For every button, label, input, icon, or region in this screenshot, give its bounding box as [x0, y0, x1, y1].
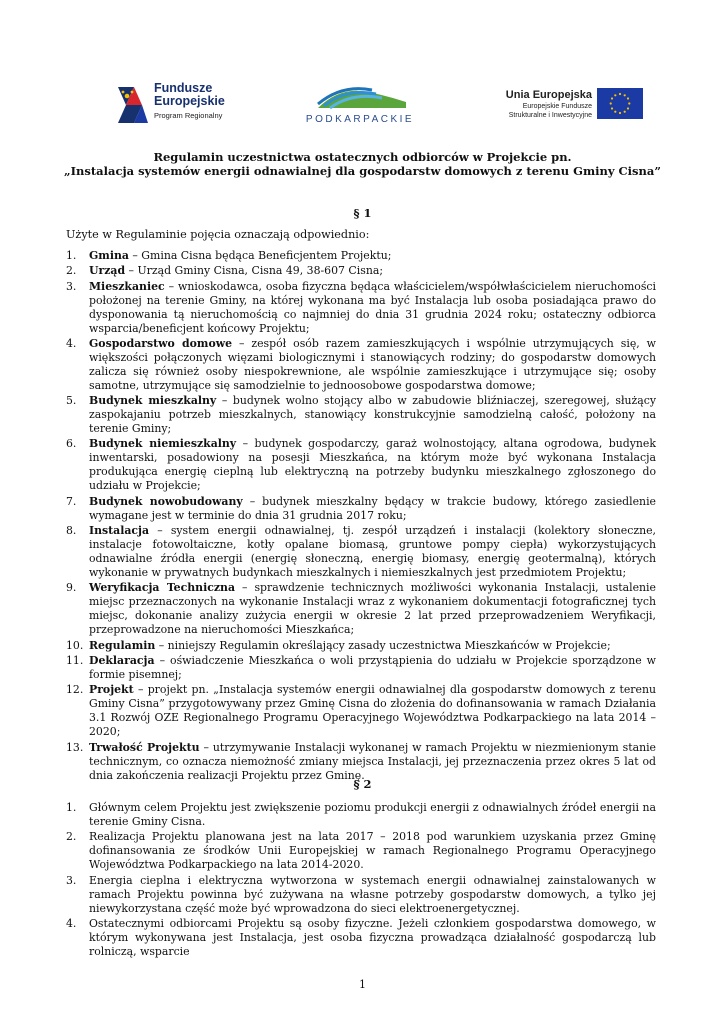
list-item-number: 10.	[66, 638, 84, 652]
list-item	[66, 337, 656, 393]
list-item-text: – projekt pn. „Instalacja systemów energii odnawialnej dla gospodarstw domowych z terenu Gminy Cisna” przygotowywany przez Gminę Cisna do złożenia do dofinansowania w ramach Działania 3.1 Rozwój OZE Regionalnego Programu Operacyjnego Województwa Podkarpackiego na lata 2014 – 2020;	[89, 683, 656, 739]
list-item-text: Energia cieplna i elektryczna wytworzona w systemach energii odnawialnej zainstalowanych w ramach Projektu powinna być zużywana na własne potrzeby gospodarstw domowych, a tylko jej niewykorzystana część może być wprowadzona do sieci elektroenergetycznej.	[89, 873, 656, 915]
list-item-number: 3.	[66, 279, 77, 293]
podkarpackie-hills-icon	[310, 84, 410, 110]
fundusze-europejskie-logo	[118, 80, 238, 126]
document-title	[60, 150, 665, 178]
definition-term: Mieszkaniec	[89, 279, 165, 293]
list-item	[66, 495, 656, 523]
list-item	[66, 874, 656, 916]
unia-europejska-logo	[496, 86, 643, 126]
ue-logo-line3: Strukturalne i Inwestycyjne	[508, 112, 592, 119]
list-item	[66, 917, 656, 959]
document-title-line1: Regulamin uczestnictwa ostatecznych odbiorców w Projekcie pn.	[153, 150, 572, 164]
definition-term: Instalacja	[89, 524, 150, 538]
list-item-text: – sprawdzenie technicznych możliwości wykonania Instalacji, ustalenie miejsc przeznaczonych na wykonanie Instalacji wraz z wykonaniem dokumentacji fotograficznej tych miejsc, dokonanie analizy zużycia energii w okresie 2 lat przed przeprowadzeniem Weryfikacji, przeprowadzone na nieruchomości Mieszkańca;	[89, 581, 656, 637]
list-item-text: – Urząd Gminy Cisna, Cisna 49, 38-607 Cisna;	[125, 264, 384, 278]
definition-term: Budynek nowobudowany	[89, 494, 243, 508]
list-item-text: – budynek mieszkalny będący w trakcie budowy, którego zasiedlenie wymagane jest w terminie do dnia 31 grudnia 2017 roku;	[89, 494, 656, 522]
section-1-intro: Użyte w Regulaminie pojęcia oznaczają odpowiednio:	[66, 228, 370, 241]
section-2-heading: § 2	[353, 777, 372, 791]
eu-flag-icon	[597, 88, 643, 119]
definition-term: Weryfikacja Techniczna	[89, 581, 235, 595]
list-item-text: – Gmina Cisna będąca Beneficjentem Projektu;	[128, 249, 392, 262]
definition-term: Urząd	[89, 264, 126, 278]
list-item-number: 13.	[66, 740, 84, 754]
list-item	[66, 437, 656, 493]
list-item-number: 6.	[66, 437, 77, 451]
header-logos	[118, 80, 643, 130]
list-item	[66, 249, 656, 263]
ue-logo-line1: Unia Europejska	[505, 89, 592, 101]
document-title-line2: „Instalacja systemów energii odnawialnej dla gospodarstw domowych z terenu Gminy Cisna”	[64, 164, 661, 178]
list-item	[66, 639, 656, 653]
list-item	[66, 830, 656, 872]
definition-term: Budynek niemieszkalny	[89, 437, 237, 451]
definition-term: Trwałość Projektu	[89, 740, 200, 754]
list-item	[66, 581, 656, 637]
list-item-text: – zespół osób razem zamieszkujących i wspólnie utrzymujących się, w większości połączonych więzami biologicznymi i stanowiących rodziny; do gospodarstw domowych zalicza się również osoby niespokrewnione, ale wspólnie zamieszkujące i utrzymujące się; osoby samotne, utrzymujące się samodzielnie to jednoosobowe gospodarstwa domowe;	[89, 336, 656, 392]
list-item-text: – budynek gospodarczy, garaż wolnostojący, altana ogrodowa, budynek inwentarski, posadowiony na posesji Mieszkańca, na którym może być wykonana Instalacja produkująca energię cieplną lub elektryczną na potrzeby budynku mieszkalnego zgłoszonego do udziału w Projekcie;	[89, 437, 656, 493]
list-item-number: 8.	[66, 524, 77, 538]
definition-term: Deklaracja	[89, 653, 155, 667]
list-item-number: 7.	[66, 494, 77, 508]
definition-term: Gmina	[89, 249, 129, 262]
definition-term: Regulamin	[89, 638, 156, 652]
list-item-number: 3.	[66, 873, 77, 887]
list-item-number: 2.	[66, 830, 77, 844]
list-item	[66, 654, 656, 682]
fe-logo-line3: Program Regionalny	[154, 111, 223, 120]
page-number: 1	[359, 978, 366, 991]
list-item-number: 11.	[66, 653, 84, 667]
definition-term: Projekt	[89, 683, 134, 697]
list-item-number: 4.	[66, 916, 77, 930]
list-item-number: 1.	[66, 249, 77, 262]
list-item-text: – wnioskodawca, osoba fizyczna będąca właścicielem/współwłaścicielem nieruchomości położonej na terenie Gminy, na której wykonana ma być Instalacja lub osoba posiadająca prawo do dysponowania tą nieruchomością co najmniej do dnia 31 grudnia 2024 roku; ostateczny odbiorca wsparcia/beneficjent końcowy Projektu;	[89, 279, 656, 335]
list-item-text: – niniejszy Regulamin określający zasady uczestnictwa Mieszkańców w Projekcie;	[155, 638, 611, 652]
list-item	[66, 264, 656, 278]
list-item-text: – utrzymywanie Instalacji wykonanej w ramach Projektu w niezmienionym stanie technicznym, co oznacza niemożność zmiany miejsca Instalacji, jej przeznaczenia przez okres 5 lat od dnia zakończenia realizacji Projektu przez Gminę.	[89, 740, 657, 782]
list-item	[66, 524, 656, 580]
list-item	[66, 394, 656, 436]
podkarpackie-logo	[300, 84, 420, 128]
list-item-number: 4.	[66, 336, 77, 350]
list-item-text: – budynek wolno stojący albo w zabudowie bliźniaczej, szeregowej, służący zaspokajaniu potrzeb mieszkalnych, stanowiący konstrukcyjnie samodzielną całość, położony na terenie Gminy;	[89, 394, 656, 436]
section-1-heading: § 1	[353, 206, 372, 220]
list-item	[66, 280, 656, 336]
section-2-list	[66, 801, 656, 960]
list-item-text: Głównym celem Projektu jest zwiększenie poziomu produkcji energii z odnawialnych źródeł energii na terenie Gminy Cisna.	[89, 801, 656, 828]
list-item-text: Realizacja Projektu planowana jest na lata 2017 – 2018 pod warunkiem uzyskania przez Gminę dofinansowania ze środków Unii Europejskiej w ramach Regionalnego Programu Operacyjnego Województwa Podkarpackiego na lata 2014-2020.	[89, 830, 656, 872]
definition-term: Gospodarstwo domowe	[89, 336, 233, 350]
definition-term: Budynek mieszkalny	[89, 394, 217, 408]
list-item-text: – system energii odnawialnej, tj. zespół urządzeń i instalacji (kolektory słoneczne, instalacje fotowoltaiczne, kotły opalane biomasą, gruntowe pompy ciepła) wykorzystujących odnawialne źródła energii (energię słoneczną, energię biomasy, energię geotermalną), których wykonanie w prywatnych budynkach mieszkalnych i niemieszkalnych jest przedmiotem Projektu;	[89, 524, 656, 580]
fe-logo-line2: Europejskie	[154, 94, 225, 108]
list-item	[66, 801, 656, 829]
list-item-number: 9.	[66, 581, 77, 595]
list-item	[66, 683, 656, 739]
fundusze-europejskie-mark-icon	[118, 83, 148, 123]
podkarpackie-logo-text: PODKARPACKIE	[305, 114, 415, 125]
ue-logo-line2: Europejskie Fundusze	[522, 103, 592, 110]
definitions-list	[66, 249, 656, 784]
list-item-text: – oświadczenie Mieszkańca o woli przystąpienia do udziału w Projekcie sporządzone w formie pisemnej;	[89, 653, 656, 681]
fe-logo-line1: Fundusze	[154, 81, 213, 95]
list-item-text: Ostatecznymi odbiorcami Projektu są osoby fizyczne. Jeżeli członkiem gospodarstwa domowego, w którym wykonywana jest Instalacja, jest osoba fizyczna prowadząca działalność gospodarczą lub rolniczą, wsparcie	[89, 916, 656, 958]
list-item-number: 1.	[66, 801, 77, 814]
list-item-number: 2.	[66, 264, 77, 278]
list-item-number: 12.	[66, 683, 84, 697]
list-item-number: 5.	[66, 394, 77, 408]
